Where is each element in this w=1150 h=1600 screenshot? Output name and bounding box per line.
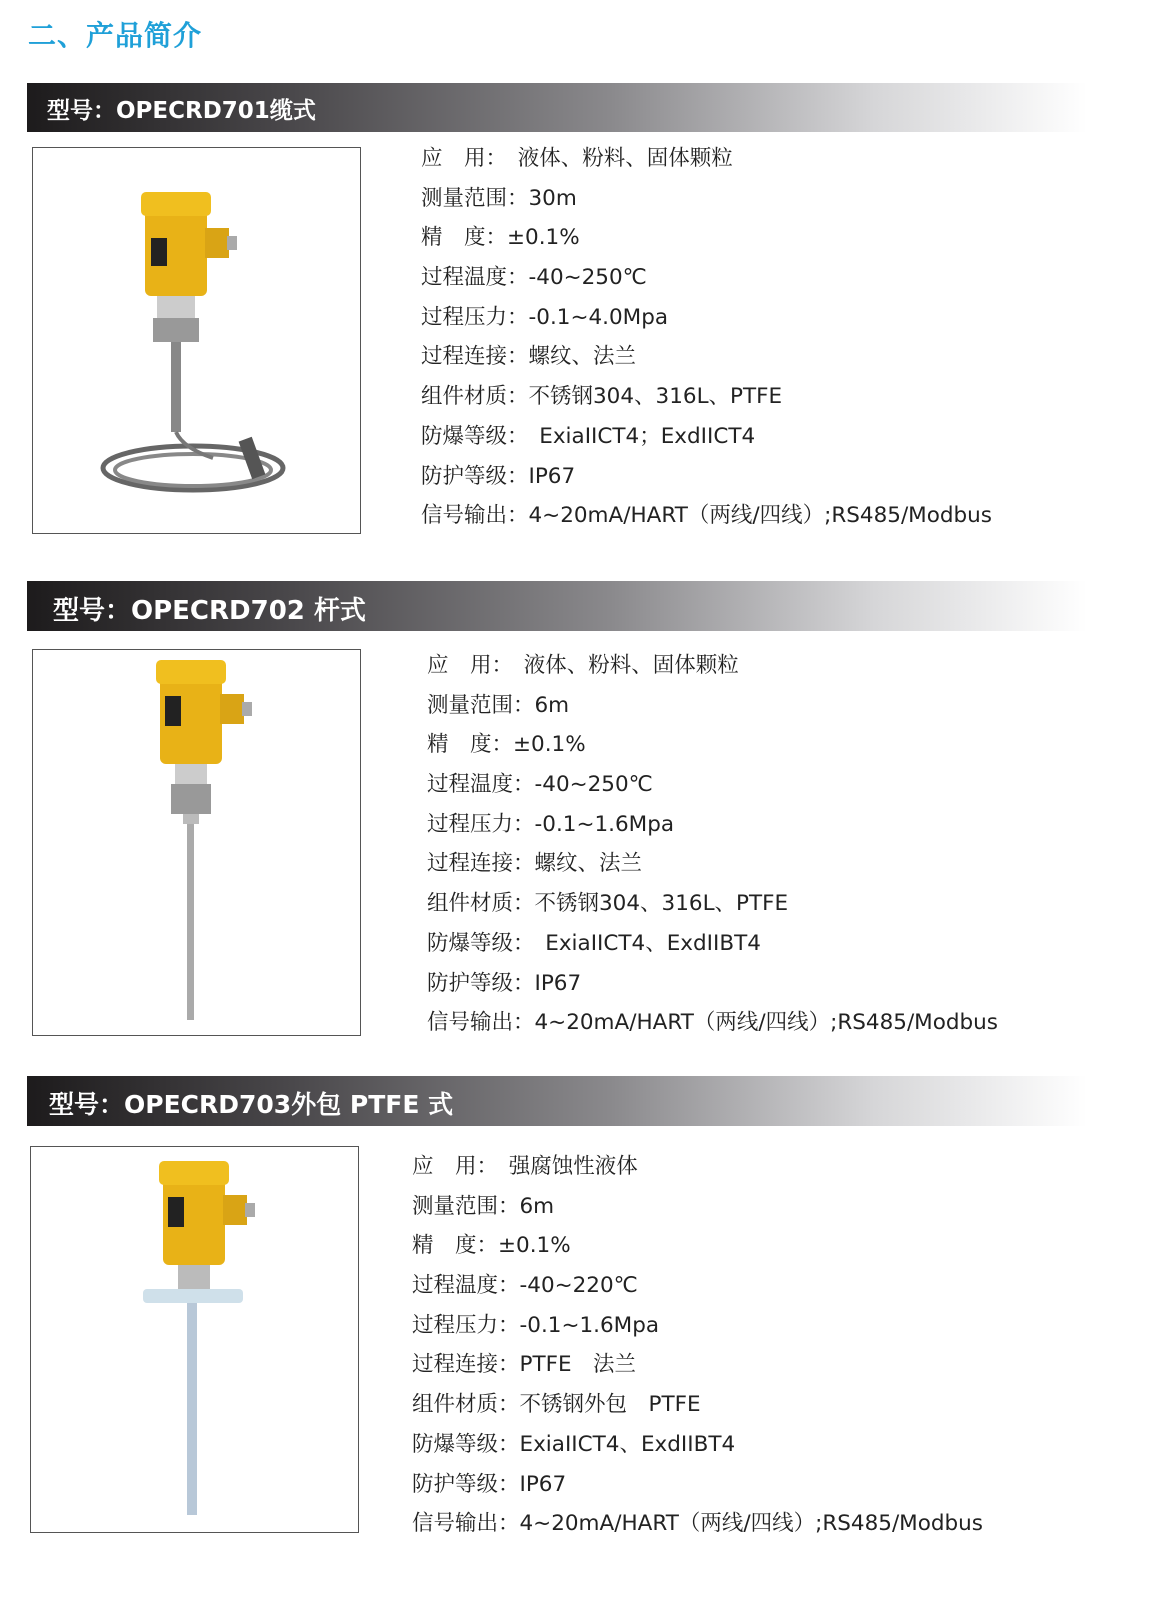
model-label: 型号：OPECRD702 杆式 <box>53 596 366 626</box>
spec-temperature: 过程温度：-40~250℃ <box>427 772 653 798</box>
spec-application: 应 用： 强腐蚀性液体 <box>412 1154 638 1179</box>
model-header-702 <box>27 581 1087 631</box>
spec-range: 测量范围：6m <box>427 692 570 718</box>
spec-range: 测量范围：30m <box>421 185 577 211</box>
spec-connection: 过程连接：PTFE 法兰 <box>412 1352 637 1378</box>
cable-radar-level-meter-icon <box>33 148 360 533</box>
spec-protection: 防护等级：IP67 <box>427 970 582 996</box>
model-header-701 <box>27 83 1087 132</box>
ptfe-radar-level-meter-icon <box>31 1147 358 1532</box>
spec-pressure: 过程压力：-0.1~1.6Mpa <box>427 811 675 837</box>
spec-range: 测量范围：6m <box>412 1193 555 1219</box>
product-image-703 <box>30 1146 359 1533</box>
spec-protection: 防护等级：IP67 <box>412 1471 567 1497</box>
spec-accuracy: 精 度：±0.1% <box>412 1233 571 1259</box>
spec-output: 信号输出：4~20mA/HART（两线/四线）;RS485/Modbus <box>412 1511 984 1537</box>
spec-accuracy: 精 度：±0.1% <box>421 225 580 251</box>
spec-explosion-proof: 防爆等级： ExiaIICT4、ExdIIBT4 <box>427 930 761 956</box>
spec-material: 组件材质：不锈钢304、316L、PTFE <box>427 891 789 917</box>
spec-temperature: 过程温度：-40~220℃ <box>412 1273 638 1299</box>
spec-accuracy: 精 度：±0.1% <box>427 732 586 758</box>
spec-output: 信号输出：4~20mA/HART（两线/四线）;RS485/Modbus <box>427 1010 999 1036</box>
spec-list-703 <box>412 1154 983 1551</box>
spec-output: 信号输出：4~20mA/HART（两线/四线）;RS485/Modbus <box>421 503 993 529</box>
spec-explosion-proof: 防爆等级： ExiaIICT4；ExdIICT4 <box>421 423 756 449</box>
spec-list-702 <box>427 653 998 1050</box>
spec-material: 组件材质：不锈钢外包 PTFE <box>412 1392 701 1418</box>
product-image-702 <box>32 649 361 1036</box>
spec-material: 组件材质：不锈钢304、316L、PTFE <box>421 384 783 410</box>
product-image-701 <box>32 147 361 534</box>
spec-connection: 过程连接：螺纹、法兰 <box>427 851 643 877</box>
spec-pressure: 过程压力：-0.1~1.6Mpa <box>412 1312 660 1338</box>
model-label: 型号：OPECRD701缆式 <box>47 98 316 124</box>
model-label: 型号：OPECRD703外包 PTFE 式 <box>49 1090 454 1119</box>
rod-radar-level-meter-icon <box>33 650 360 1035</box>
spec-application: 应 用： 液体、粉料、固体颗粒 <box>427 653 739 678</box>
spec-application: 应 用： 液体、粉料、固体颗粒 <box>421 146 733 171</box>
spec-temperature: 过程温度：-40~250℃ <box>421 265 647 291</box>
spec-protection: 防护等级：IP67 <box>421 463 576 489</box>
spec-pressure: 过程压力：-0.1~4.0Mpa <box>421 304 669 330</box>
spec-connection: 过程连接：螺纹、法兰 <box>421 344 637 370</box>
model-header-703 <box>27 1076 1087 1126</box>
spec-explosion-proof: 防爆等级：ExiaIICT4、ExdIIBT4 <box>412 1431 736 1457</box>
spec-list-701 <box>421 146 992 543</box>
section-title: 二、产品简介 <box>28 19 203 52</box>
